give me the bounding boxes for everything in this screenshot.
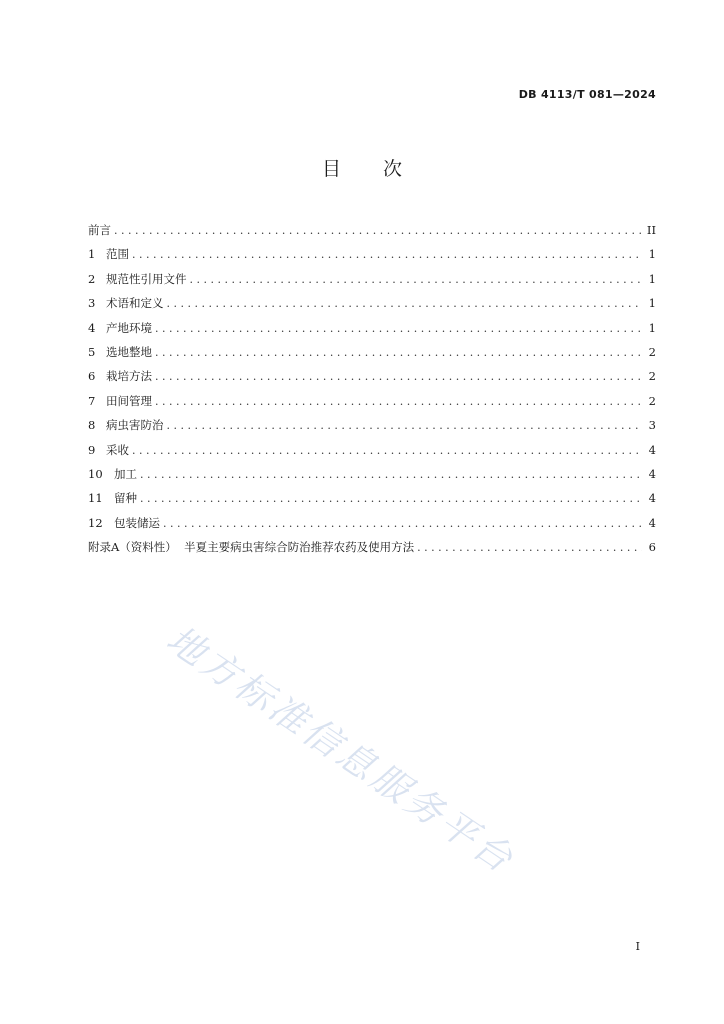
toc-dot-leader <box>163 512 642 536</box>
toc-label: 留种 <box>114 491 137 506</box>
toc-entry-6[interactable] <box>88 364 656 388</box>
toc-entry-8[interactable] <box>88 413 656 437</box>
toc-label: 术语和定义 <box>106 296 164 311</box>
toc-section-number: 4 <box>88 320 96 335</box>
toc-page-number: 1 <box>648 271 656 286</box>
toc-page-number: 4 <box>648 442 656 457</box>
toc-entry-4[interactable] <box>88 316 656 340</box>
toc-label: 采收 <box>106 442 129 457</box>
toc-entry-9[interactable] <box>88 438 656 462</box>
toc-dot-leader <box>114 219 642 243</box>
toc-section-number: 10 <box>88 466 103 481</box>
toc-entry-11[interactable] <box>88 486 656 510</box>
toc-section-number: 6 <box>88 369 96 384</box>
toc-label: 前言 <box>88 223 111 237</box>
watermark: 地方标准信息服务平台 <box>158 617 523 883</box>
toc-label: 附录A（资料性） 半夏主要病虫害综合防治推荐农药及使用方法 <box>88 540 415 555</box>
toc-label: 规范性引用文件 <box>106 271 187 286</box>
toc-dot-leader <box>190 268 643 292</box>
table-of-contents <box>88 218 656 559</box>
document-code: DB 4113/T 081—2024 <box>518 88 656 101</box>
toc-page-number: 1 <box>648 296 656 311</box>
toc-section-number: 3 <box>88 296 96 311</box>
toc-section-number: 12 <box>88 515 103 530</box>
toc-page-number: 6 <box>648 540 656 555</box>
toc-section-number: 2 <box>88 271 96 286</box>
toc-label: 选地整地 <box>106 344 152 359</box>
toc-dot-leader <box>167 292 643 316</box>
toc-page-number: 2 <box>648 393 656 408</box>
toc-dot-leader <box>140 487 642 511</box>
toc-page-number: 2 <box>648 344 656 359</box>
toc-entry-3[interactable] <box>88 291 656 315</box>
toc-entry-5[interactable] <box>88 340 656 364</box>
toc-section-number: 1 <box>88 247 96 262</box>
toc-label: 田间管理 <box>106 393 152 408</box>
toc-dot-leader <box>155 365 642 389</box>
toc-entry-7[interactable] <box>88 389 656 413</box>
toc-section-number: 11 <box>88 491 103 506</box>
toc-entry-12[interactable] <box>88 511 656 535</box>
toc-page-number: 2 <box>648 369 656 384</box>
toc-dot-leader <box>155 317 642 341</box>
toc-dot-leader <box>155 390 642 414</box>
toc-label: 产地环境 <box>106 320 152 335</box>
toc-label: 栽培方法 <box>106 369 152 384</box>
toc-section-number: 9 <box>88 442 96 457</box>
toc-page-number: 4 <box>648 466 656 481</box>
toc-section-number: 7 <box>88 393 96 408</box>
toc-page-number: II <box>646 223 656 237</box>
toc-section-number: 5 <box>88 344 96 359</box>
title-char-2: 次 <box>383 158 403 180</box>
page-title <box>0 154 724 181</box>
toc-label: 加工 <box>114 466 137 481</box>
toc-dot-leader <box>132 243 642 267</box>
toc-dot-leader <box>417 536 642 560</box>
toc-entry-1[interactable] <box>88 242 656 266</box>
toc-dot-leader <box>132 439 642 463</box>
toc-page-number: 4 <box>648 515 656 530</box>
toc-page-number: 1 <box>648 320 656 335</box>
toc-page-number: 3 <box>648 418 656 433</box>
toc-label: 范围 <box>106 247 129 262</box>
toc-label: 病虫害防治 <box>106 418 164 433</box>
toc-entry-2[interactable] <box>88 267 656 291</box>
toc-page-number: 1 <box>648 247 656 262</box>
toc-entry-appendix-a[interactable] <box>88 535 656 559</box>
toc-page-number: 4 <box>648 491 656 506</box>
toc-section-number: 8 <box>88 418 96 433</box>
toc-entry-foreword[interactable] <box>88 218 656 242</box>
toc-dot-leader <box>167 414 643 438</box>
toc-dot-leader <box>155 341 642 365</box>
page-number: I <box>635 940 640 953</box>
toc-label: 包装储运 <box>114 515 160 530</box>
toc-dot-leader <box>140 463 642 487</box>
toc-entry-10[interactable] <box>88 462 656 486</box>
title-char-1: 目 <box>321 158 341 180</box>
